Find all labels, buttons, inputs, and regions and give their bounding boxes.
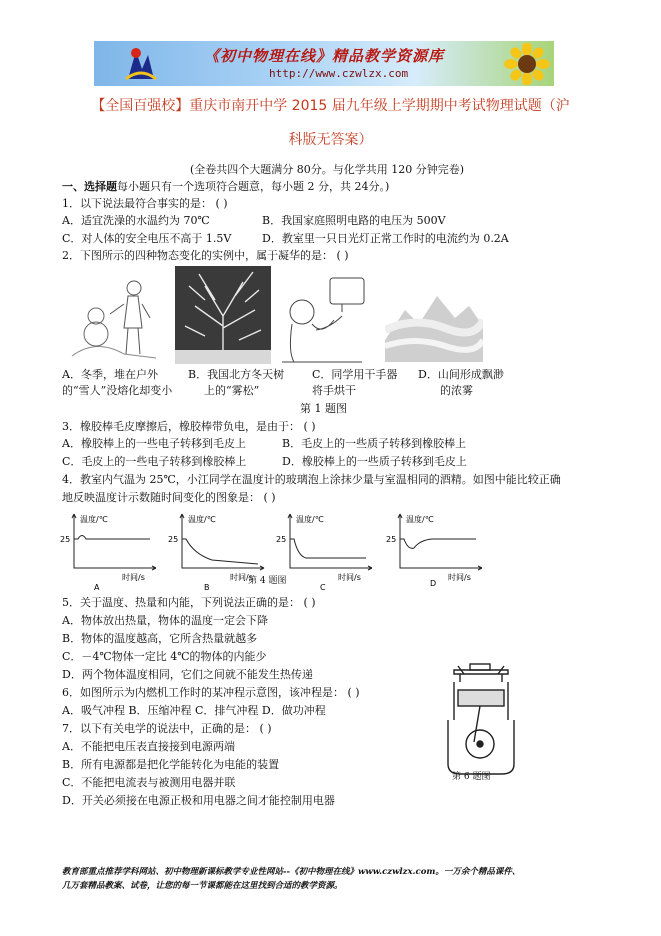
page-title-line-2: 科版无答案） [288,132,373,148]
q1-stem: 1．以下说法最符合事实的是： ( ) [62,197,228,210]
q6-options: A．吸气冲程 B．压缩冲程 C．排气冲程 D．做功冲程 [62,704,326,717]
q2-stem: 2．下图所示的四种物态变化的实例中，属于凝华的是： ( ) [62,249,349,262]
q2-option-b-line-1: B．我国北方冬天树 [188,368,285,381]
page-title-line-1: 【全国百强校】重庆市南开中学 2015 届九年级上学期期中考试物理试题（沪 [91,98,570,114]
q7-stem: 7．以下有关电学的说法中，正确的是： ( ) [62,722,272,735]
footer-line-2: 几万套精品教案、试卷，让您的每一节课都能在这里找到合适的教学资源。 [62,881,343,891]
rime-tree-image [175,266,271,364]
q1-option-a: A．适宜洗澡的水温约为 70℃ [62,214,210,227]
q4-graph-c-ylabel: 温度/℃ [296,515,324,524]
q6-engine-diagram [440,660,522,780]
q1-option-c: C．对人体的安全电压不高于 1.5V [62,232,232,245]
q2-option-c-line-1: C．同学用干手器 [312,368,398,381]
q4-graph-c [276,510,376,590]
q2-option-d-line-1: D．山间形成飘渺 [418,368,504,381]
q1-option-d: D．教室里一只日光灯正常工作时的电流约为 0.2A [262,232,509,245]
q3-option-b: B．毛皮上的一些质子转移到橡胶棒上 [282,437,467,450]
q2-option-a-line-1: A．冬季，堆在户外 [62,368,158,381]
q5-option-a: A．物体放出热量，物体的温度一定会下降 [62,614,268,627]
q4-graph-c-xlabel: 时间/s [338,573,361,582]
q3-option-c: C．毛皮上的一些电子转移到橡胶棒上 [62,455,247,468]
q4-graph-b-xlabel: 时间/s [230,573,253,582]
q6-stem: 6．如图所示为内燃机工作时的某冲程示意图，该冲程是： ( ) [62,686,360,699]
q4-graph-a-label: A [94,583,100,590]
q4-graph-b-tick: 25 [168,535,179,544]
q5-option-b: B．物体的温度越高，它所含热量就越多 [62,632,258,645]
q5-option-d: D．两个物体温度相同，它们之间就不能发生热传递 [62,668,313,681]
sunflower-icon [504,43,550,85]
q4-stem-line-1: 4．教室内气温为 25℃，小江同学在温度计的玻璃泡上涂抹少量与室温相同的酒精。如图中能比较正确 [62,473,561,486]
q2-option-a-line-2: 的“雪人”没熔化却变小 [62,384,173,397]
q4-graph-d-tick: 25 [386,535,397,544]
q1-option-b: B．我国家庭照明电路的电压为 500V [262,214,446,227]
section-1-heading: 一、选择题 [62,180,117,193]
q4-figure-caption: 第 4 题图 [248,576,287,586]
q4-stem-line-2: 地反映温度计示数随时间变化的图象是： ( ) [62,491,276,504]
snowman-image [66,268,162,364]
banner-title: 《初中物理在线》精品教学资源库 [204,47,445,65]
q2-figure-caption: 第 1 题图 [300,402,347,415]
q4-graph-a-xlabel: 时间/s [122,573,145,582]
q4-graph-c-label: C [320,583,326,590]
q4-graph-a-tick: 25 [60,535,71,544]
q3-option-d: D．橡胶棒上的一些质子转移到毛皮上 [282,455,467,468]
q4-graph-c-tick: 25 [276,535,287,544]
site-logo-icon [124,45,158,81]
section-1-header [62,180,389,194]
footer-line-1: 教育部重点推荐学科网站、初中物理新课标教学专业性网站--《初中物理在线》www.czwlzx.com。一万余个精品课件、 [62,867,521,877]
q2-option-b-line-2: 上的“雾松” [204,384,260,397]
q7-option-a: A．不能把电压表直接接到电源两端 [62,740,235,753]
q4-graph-d-xlabel: 时间/s [448,573,471,582]
q3-stem: 3．橡胶棒毛皮摩擦后，橡胶棒带负电，是由于： ( ) [62,420,316,433]
q6-figure-caption: 第 6 题图 [452,772,491,782]
q7-option-d: D．开关必须接在电源正极和用电器之间才能控制用电器 [62,794,335,807]
q2-option-c-line-2: 将手烘干 [312,384,356,397]
exam-subtitle: (全卷共四个大题满分 80分。与化学共用 120 分钟完卷) [190,163,465,176]
header-banner [94,41,554,86]
q4-graph-d [386,510,486,590]
q4-graph-d-ylabel: 温度/℃ [406,515,434,524]
banner-url[interactable]: http://www.czwlzx.com [269,67,409,80]
q4-graph-a-ylabel: 温度/℃ [80,515,108,524]
q4-graph-b-ylabel: 温度/℃ [188,515,216,524]
q4-graph-a [60,510,160,590]
q4-graph-d-label: D [430,579,437,588]
q7-option-c: C．不能把电流表与被测用电器并联 [62,776,236,789]
q5-stem: 5．关于温度、热量和内能，下列说法正确的是： ( ) [62,596,316,609]
section-1-desc: 每小题只有一个选项符合题意，每小题 2 分，共 24分。) [117,180,390,193]
q7-option-b: B．所有电源都是把化学能转化为电能的装置 [62,758,280,771]
q2-option-d-line-2: 的浓雾 [440,384,473,397]
q4-graph-b-label: B [204,583,210,590]
mountain-fog-image [385,270,483,362]
q3-option-a: A．橡胶棒上的一些电子转移到毛皮上 [62,437,246,450]
hand-dryer-image [272,272,372,364]
q5-option-c: C．－4℃物体一定比 4℃的物体的内能少 [62,650,267,663]
